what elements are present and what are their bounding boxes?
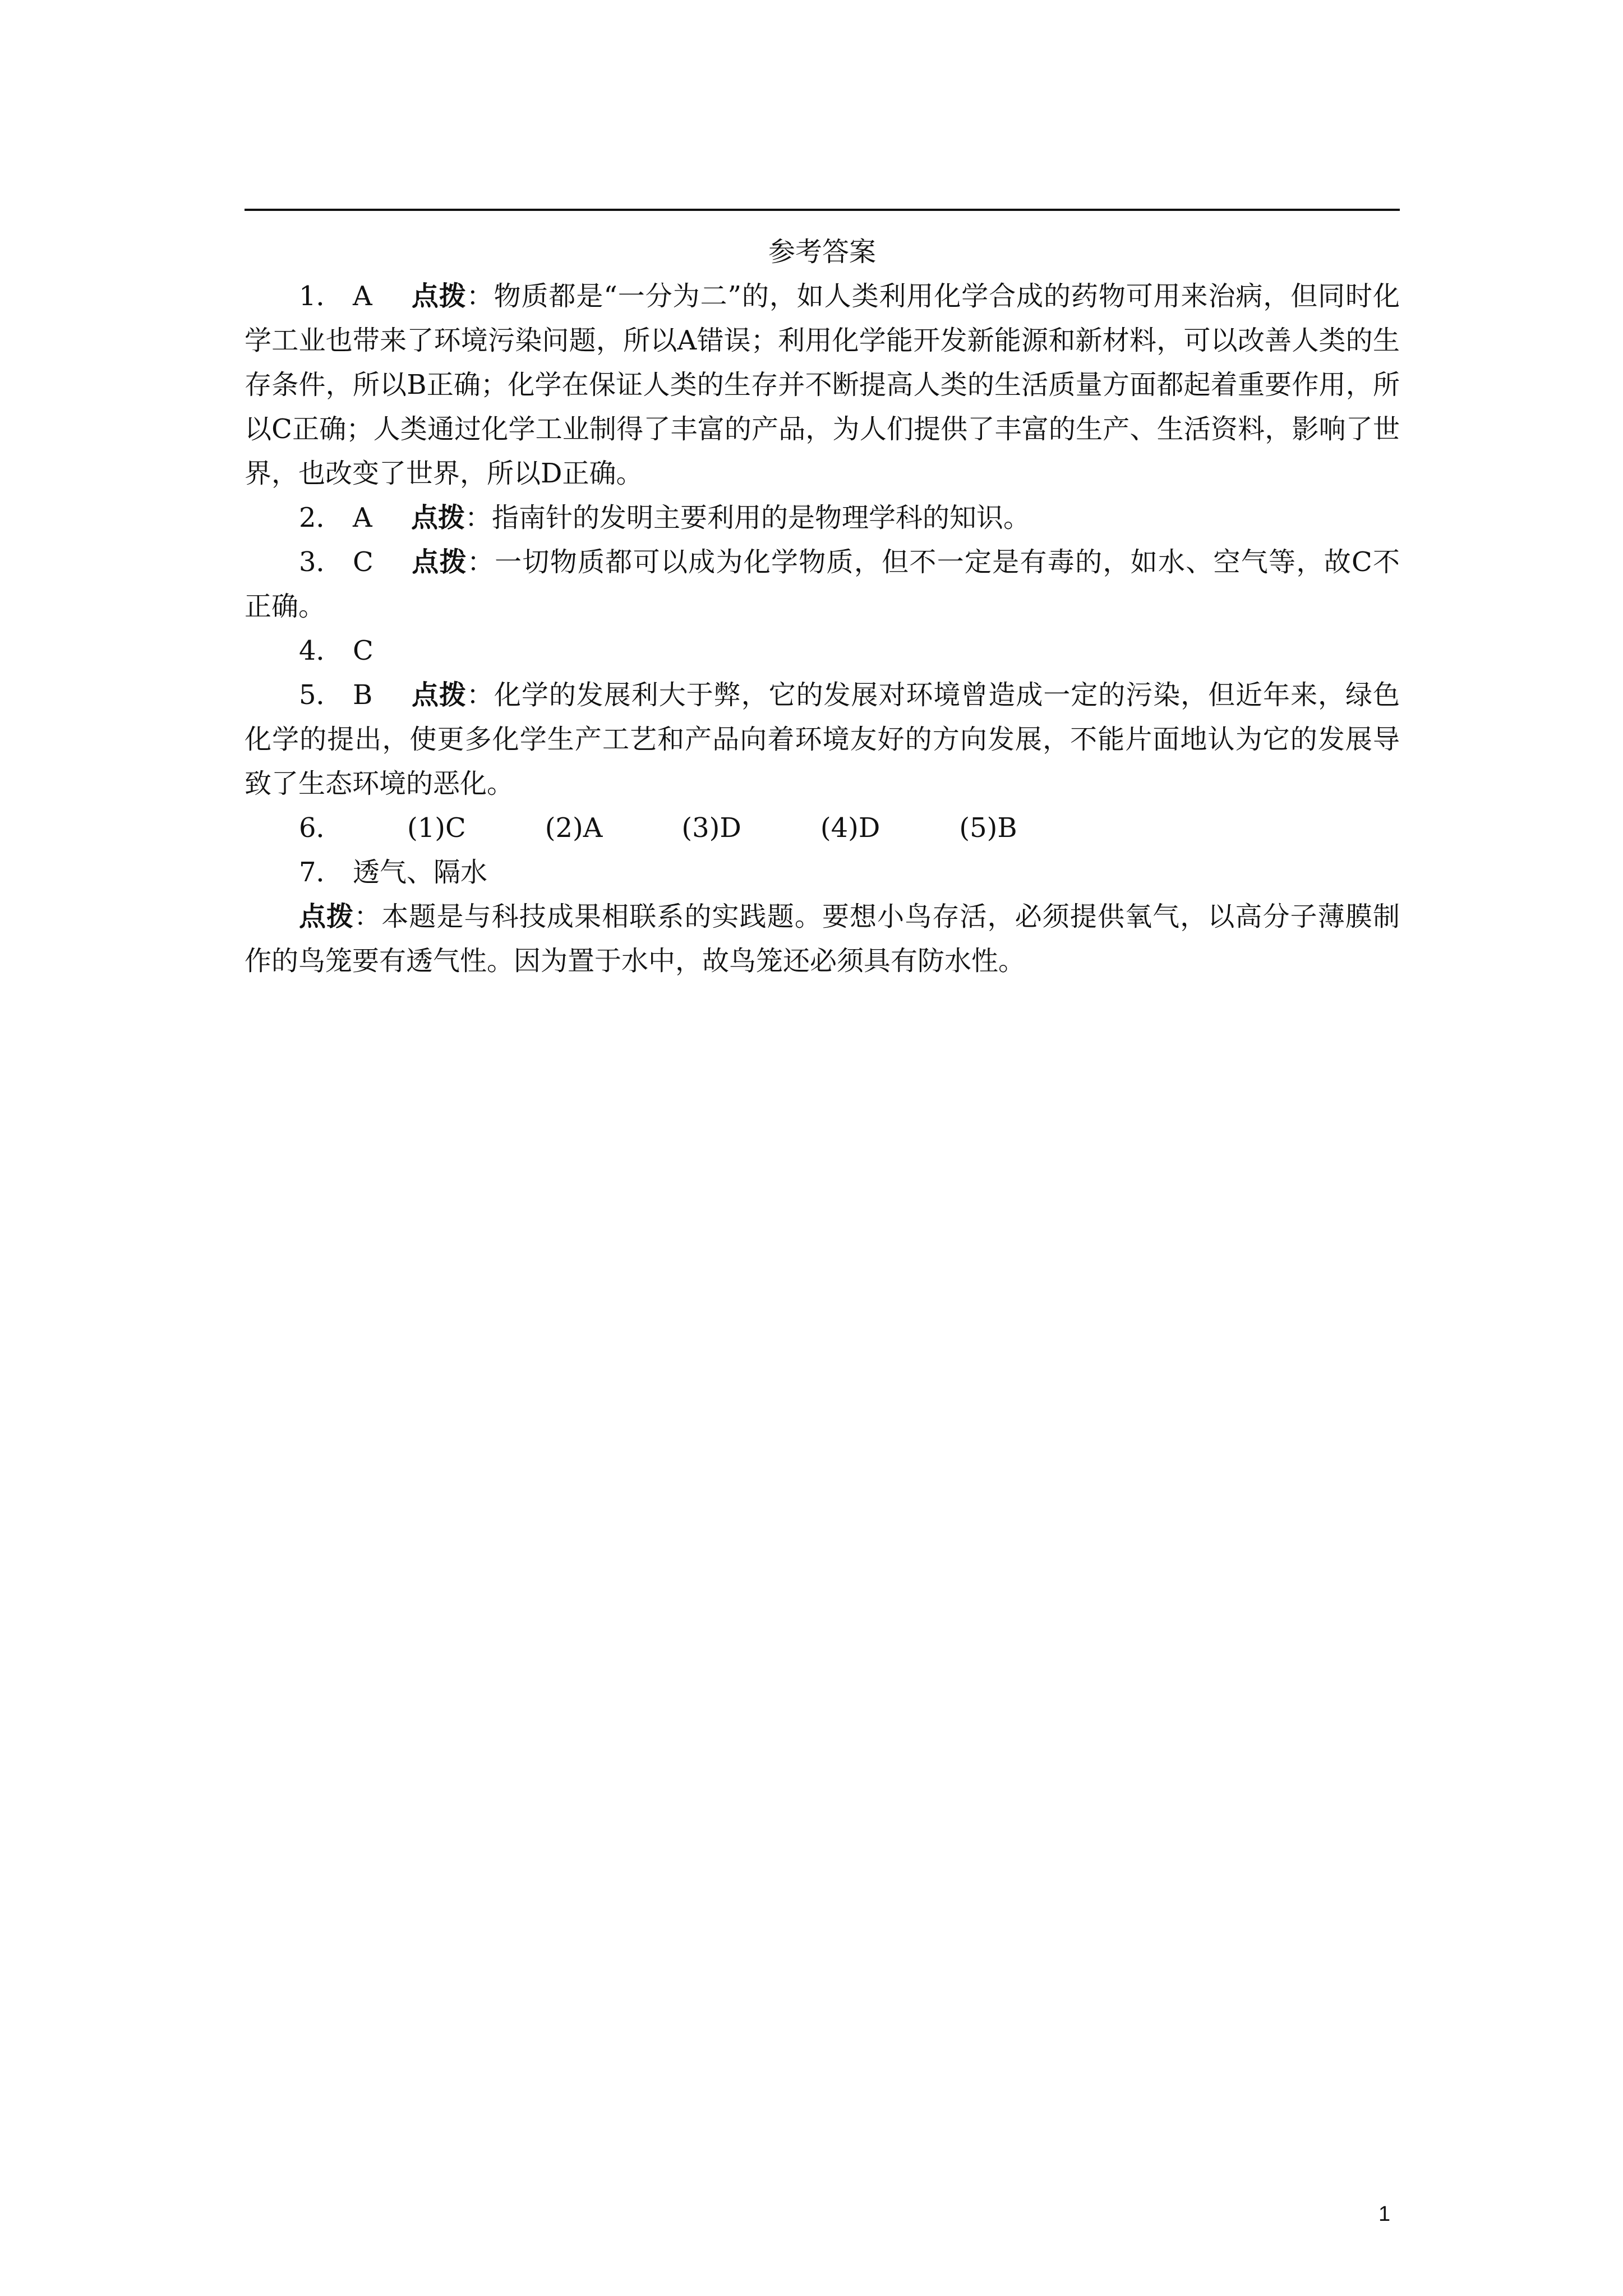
item-number: 6． xyxy=(299,812,343,844)
hint-text: ：物质都是“一分为二”的，如人类利用化学合成的药物可用来治病，但同时化学工业也带来了环境污染问题，所以A错误；利用化学能开发新能源和新材料，可以改善人类的生存条件，所以B正确；化学在保证人类的生存并不断提高人类的生活质量方面都起着重要作用，所以C正确；人类通过化学工业制得了丰富的产品，为人们提供了丰富的生产、生活资料，影响了世界，也改变了世界，所以D正确。 xyxy=(245,280,1400,489)
header-rule xyxy=(245,209,1400,211)
item-answer: C xyxy=(353,635,374,666)
sub-answer: (1)C xyxy=(407,812,466,844)
answer-item-1 xyxy=(245,274,1400,496)
item-answer: A xyxy=(353,280,372,312)
page-number: 1 xyxy=(1378,2202,1391,2226)
hint-label: 点拨 xyxy=(411,280,467,312)
answer-item-7-hint xyxy=(245,895,1400,983)
hint-text: ：指南针的发明主要利用的是物理学科的知识。 xyxy=(465,502,1031,533)
hint-text: ：化学的发展利大于弊，它的发展对环境曾造成一定的污染，但近年来，绿色化学的提出，使更多化学生产工艺和产品向着环境友好的方向发展，不能片面地认为它的发展导致了生态环境的恶化。 xyxy=(245,679,1400,799)
item-answer: C xyxy=(353,546,374,578)
sub-answer: (2)A xyxy=(545,812,603,844)
answer-item-5 xyxy=(245,673,1400,806)
item-number: 2． xyxy=(299,502,343,533)
answer-item-6 xyxy=(245,806,1400,850)
page-title: 参考答案 xyxy=(768,236,876,268)
item-number: 3． xyxy=(299,546,343,578)
item-answer: B xyxy=(353,679,373,711)
item-number: 7． xyxy=(299,857,343,888)
hint-label: 点拨 xyxy=(411,679,467,711)
hint-label: 点拨 xyxy=(411,546,467,578)
hint-text: ：本题是与科技成果相联系的实践题。要想小鸟存活，必须提供氧气，以高分子薄膜制作的鸟笼要有透气性。因为置于水中，故鸟笼还必须具有防水性。 xyxy=(245,901,1400,977)
answer-item-4 xyxy=(245,629,1400,673)
hint-text: ：一切物质都可以成为化学物质，但不一定是有毒的，如水、空气等，故C不正确。 xyxy=(245,546,1400,622)
sub-answer: (3)D xyxy=(681,812,741,844)
answer-item-7 xyxy=(245,850,1400,895)
sub-answer: (5)B xyxy=(959,812,1017,844)
sub-answer: (4)D xyxy=(820,812,880,844)
item-number: 4． xyxy=(299,635,343,666)
item-number: 1． xyxy=(299,280,343,312)
answer-item-3 xyxy=(245,540,1400,629)
answer-item-2 xyxy=(245,496,1400,540)
hint-label: 点拨 xyxy=(411,502,465,533)
answer-section xyxy=(245,230,1400,983)
item-answer: 透气、隔水 xyxy=(353,857,488,888)
item-answer: A xyxy=(353,502,372,533)
hint-label: 点拨 xyxy=(299,901,354,932)
item-number: 5． xyxy=(299,679,343,711)
